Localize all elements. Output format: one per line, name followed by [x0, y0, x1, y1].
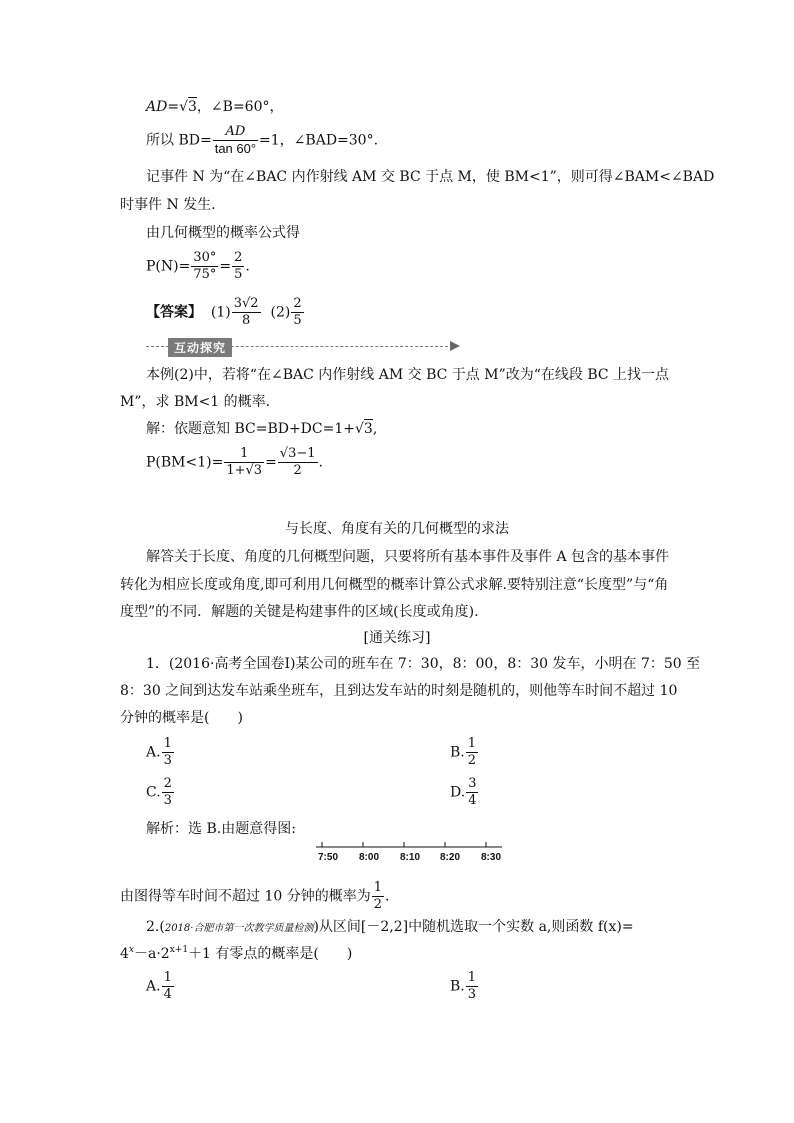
q2-line-1 — [146, 916, 634, 936]
opt-c-frac — [162, 776, 174, 809]
solution-sqrt: 3 — [363, 421, 373, 437]
opt-d-den: 4 — [468, 793, 477, 808]
comma: ， — [196, 99, 211, 115]
event-line-1: 记事件 N 为“在∠BAC 内作射线 AM 交 BC 于点 M，使 BM<1”，则可得∠BAM<∠BAD — [146, 169, 715, 185]
pbm-den2: 2 — [293, 463, 302, 478]
answer-part1: (1) — [210, 304, 231, 321]
section-body-3: 度型”的不同．解题的关键是构建事件的区域(长度或角度). — [120, 604, 479, 620]
q2-end: ＋1 有零点的概率是( ) — [188, 946, 353, 962]
pbm-formula — [146, 446, 323, 479]
q2-exp2: x+1 — [169, 945, 189, 955]
pbm-num1: 1 — [224, 446, 264, 463]
opt-c-num: 2 — [163, 776, 172, 791]
q2-option-b[interactable] — [450, 970, 479, 1003]
line-bd — [146, 124, 378, 157]
opt-c-label: C. — [146, 784, 161, 801]
q2-opt-b-num: 1 — [467, 970, 477, 985]
pbm-den1: 1+√3 — [226, 463, 263, 478]
banner-arrow-icon — [450, 341, 460, 351]
answer-part2: (2) — [270, 304, 291, 321]
conc-end: . — [385, 888, 390, 905]
pbm-frac1 — [224, 446, 264, 479]
q2-opt-b-frac — [466, 970, 478, 1003]
pbm-frac2 — [278, 446, 318, 479]
q1-line-3: 分钟的概率是( ) — [120, 710, 243, 726]
q2-post: )从区间[－2,2]中随机选取一个实数 a,则函数 f(x)= — [313, 919, 634, 935]
answer-label: 【答案】 — [146, 304, 202, 321]
event-line-2: 时事件 N 发生. — [120, 197, 216, 213]
opt-b-num: 1 — [467, 736, 477, 751]
conclusion-text: 由图得等车时间不超过 10 分钟的概率为 — [120, 888, 371, 905]
bd-pre: 所以 BD= — [146, 132, 212, 149]
opt-a-num: 1 — [163, 736, 172, 751]
pbm-end: . — [318, 454, 323, 471]
opt-d-num: 3 — [468, 776, 477, 791]
answer-line — [146, 296, 305, 329]
pn-end: . — [245, 258, 250, 275]
q1-option-c[interactable] — [146, 776, 175, 809]
q2-source: 2018·合肥市第一次教学质量检测 — [164, 923, 314, 934]
pn-num1: 30° — [193, 250, 217, 265]
pn-den2: 5 — [234, 267, 243, 282]
answer-frac1 — [232, 296, 261, 329]
opt-a-frac — [162, 736, 174, 769]
q2-exp1: x — [128, 945, 134, 955]
pn-eq: = — [219, 258, 232, 275]
conclusion-frac — [372, 880, 384, 913]
tick-label: 8:10 — [400, 852, 421, 863]
tick-label: 8:30 — [481, 852, 502, 863]
pn-frac2 — [232, 250, 244, 283]
solution-end: , — [372, 421, 378, 437]
practice-title: [通关练习] — [363, 630, 431, 646]
conc-num: 1 — [373, 880, 382, 895]
pbm-num2: √3−1 — [279, 446, 316, 461]
a1-den: 8 — [242, 313, 251, 328]
solution-line: 解：依题意知 BC=BD+DC=1+√3, — [146, 421, 378, 437]
ad-over-tan — [213, 124, 258, 157]
pn-num2: 2 — [234, 250, 243, 265]
frac-den: tan 60° — [214, 141, 257, 156]
q2-pre: 2.( — [146, 919, 165, 935]
pbm-lhs: P(BM<1)= — [146, 454, 224, 471]
q1-option-d[interactable] — [450, 776, 479, 809]
q1-conclusion — [120, 880, 389, 913]
opt-a-den: 3 — [163, 753, 172, 768]
pbm-eq: = — [265, 454, 277, 471]
line-ad: AD=√3，∠B=60°， — [146, 99, 284, 115]
section-title: 与长度、角度有关的几何概型的求法 — [285, 521, 509, 537]
conc-den: 2 — [373, 897, 382, 912]
tick-label: 8:00 — [359, 852, 380, 863]
opt-d-frac — [466, 776, 478, 809]
solution-text: 解：依题意知 BC=BD+DC=1+ — [146, 421, 355, 437]
geo-formula-text: 由几何概型的概率公式得 — [146, 225, 300, 241]
q1-option-b[interactable] — [450, 736, 479, 769]
equals: = — [167, 99, 180, 115]
section-body-2: 转化为相应长度或角度,即可利用几何概型的概率计算公式求解.要特别注意“长度型”与“角 — [120, 577, 669, 593]
q2-base: 4 — [120, 946, 129, 962]
banner-label: 互动探究 — [168, 338, 232, 357]
opt-d-label: D. — [450, 784, 466, 801]
q1-option-a[interactable] — [146, 736, 175, 769]
a2-den: 5 — [293, 313, 302, 328]
q2-mid: －a·2 — [134, 946, 170, 962]
q2-opt-b-label: B. — [450, 978, 465, 995]
frac-num: AD — [213, 124, 258, 141]
sqrt-3: 3 — [188, 99, 197, 115]
q2-opt-a-den: 4 — [163, 987, 172, 1002]
opt-a-label: A. — [146, 744, 161, 761]
q1-line-1: 1．(2016·高考全国卷Ⅰ)某公司的班车在 7：30，8：00，8：30 发车，小明在 7：50 至 — [146, 656, 701, 672]
a1-num: 3√2 — [233, 296, 259, 311]
q2-opt-a-frac — [162, 970, 174, 1003]
q1-line-2: 8：30 之间到达发车站乘坐班车，且到达发车站的时刻是随机的，则他等车时间不超过 10 — [120, 683, 678, 699]
a2-num: 2 — [293, 296, 302, 311]
bd-post: =1，∠BAD=30°. — [259, 132, 379, 149]
q2-opt-a-num: 1 — [163, 970, 172, 985]
interactive-banner — [146, 338, 466, 356]
pn-formula — [146, 250, 250, 283]
opt-b-den: 2 — [467, 753, 477, 768]
opt-c-den: 3 — [163, 793, 172, 808]
answer-frac2 — [291, 296, 303, 329]
pn-frac1 — [191, 250, 218, 283]
opt-b-label: B. — [450, 744, 465, 761]
ad-text: AD — [146, 99, 168, 115]
angle-b: ∠B=60°， — [210, 99, 284, 115]
variant-line-2: M”，求 BM<1 的概率. — [120, 394, 271, 410]
tick-label: 8:20 — [440, 852, 461, 863]
pn-lhs: P(N)= — [146, 258, 191, 275]
section-body-1: 解答关于长度、角度的几何概型问题，只要将所有基本事件及事件 A 包含的基本事件 — [146, 549, 670, 565]
variant-line-1: 本例(2)中，若将“在∠BAC 内作射线 AM 交 BC 于点 M”改为“在线段 BC 上找一点 — [146, 367, 670, 383]
q2-option-a[interactable] — [146, 970, 175, 1003]
pn-den1: 75° — [193, 267, 217, 282]
q2-line-2 — [120, 943, 352, 963]
q2-opt-b-den: 3 — [467, 987, 477, 1002]
q1-analysis: 解析：选 B.由题意得图: — [146, 821, 296, 837]
opt-b-frac — [466, 736, 478, 769]
tick-label: 7:50 — [318, 852, 339, 863]
q2-opt-a-label: A. — [146, 978, 161, 995]
